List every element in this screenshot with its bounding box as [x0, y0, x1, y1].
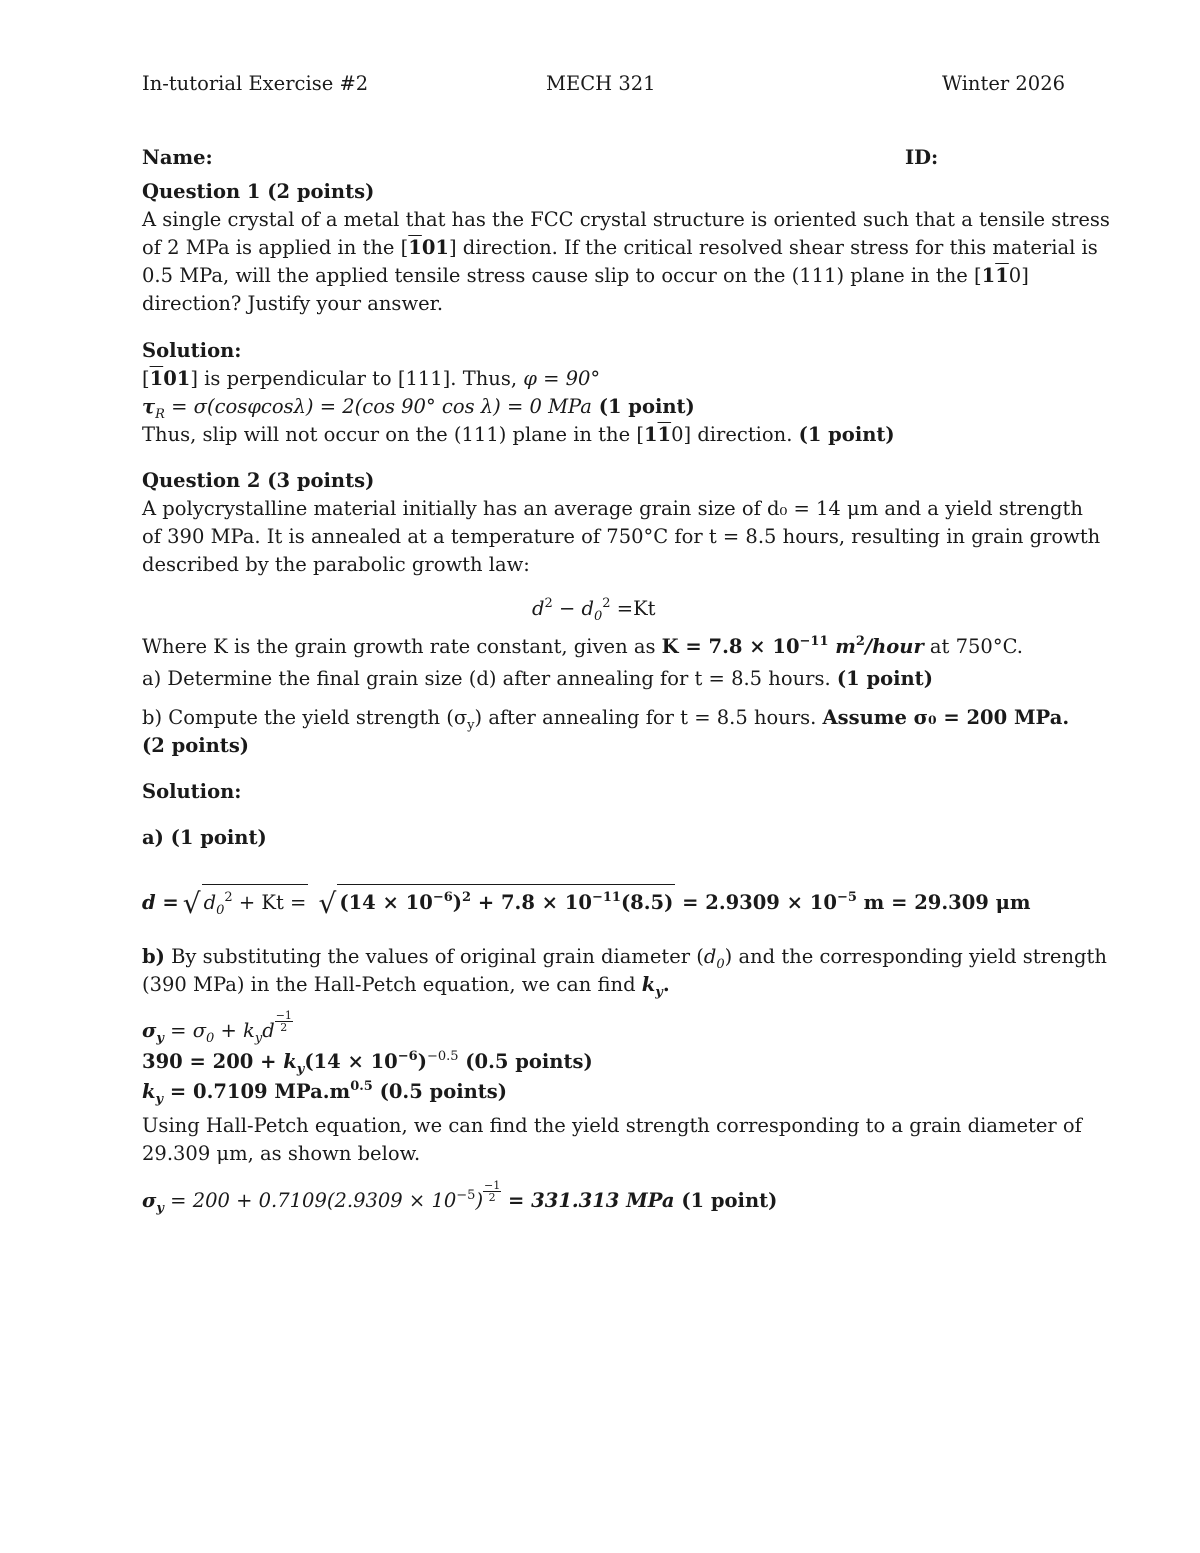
hall-petch-equation: $\sigma_y = \sigma_0 + k_yd$ $\frac{-1}{2}$: [142, 1009, 292, 1046]
s2-ky-result: $k_y = 0.7109$ $MPa.m^{0.5}$ (0.5 points): [142, 1079, 507, 1107]
q2-text-line-1: A polycrystalline material initially has an average grain size of d₀ = 14 μm and a yield strength: [142, 497, 1083, 520]
s2-final-equation: $\sigma_y = 200 + 0.7109(2.9309 \times 10^{-5})$ $\frac{-1}{2}$ = 331.313 MPa (1 point): [142, 1179, 778, 1216]
q2-k-line: Where K is the grain growth rate constant, given as $K = 7.8 \times 10^{-11}$ $m^2$/hour at 750°C.: [142, 634, 1023, 658]
q1-text-line-3: 0.5 MPa, will the applied tensile stress cause slip to occur on the (111) plane in the [110]: [142, 264, 1029, 287]
s1-line-1: [101] is perpendicular to [111]. Thus, φ = 90°: [142, 367, 601, 390]
q2-title: Question 2 (3 points): [142, 469, 375, 492]
header-course: MECH 321: [546, 72, 656, 95]
s1-line-3: Thus, slip will not occur on the (111) plane in the [110] direction. (1 point): [142, 423, 895, 446]
s2-390-equation: $390 = 200 + k_y(14 \times 10^{-6})^{-0.5}$ (0.5 points): [142, 1049, 593, 1077]
q2-part-a: a) Determine the final grain size (d) after annealing for t = 8.5 hours. (1 point): [142, 667, 933, 690]
q2-text-line-2: of 390 MPa. It is annealed at a temperature of 750°C for t = 8.5 hours, resulting in grain growth: [142, 525, 1101, 548]
s2-title: Solution:: [142, 780, 242, 803]
s1-line-2-equation: $\tau_R = \sigma(\cos\varphi\cos\lambda) = 2(\cos$ 90° cos λ) = 0 MPa (1 point): [142, 395, 695, 422]
q1-title: Question 1 (2 points): [142, 180, 375, 203]
s1-title: Solution:: [142, 339, 242, 362]
q1-text-line-4: direction? Justify your answer.: [142, 292, 444, 315]
header-term: Winter 2026: [942, 72, 1066, 95]
q2-text-line-3: described by the parabolic growth law:: [142, 553, 530, 576]
s2-part-b-line-2: (390 MPa) in the Hall-Petch equation, we can find $k_y$.: [142, 973, 670, 1000]
q1-text-line-2: of 2 MPa is applied in the [101] direction. If the critical resolved shear stress for this material is: [142, 236, 1098, 259]
s2-part-b-line-1: b) By substituting the values of original grain diameter $(d_0)$ and the corresponding yield strength: [142, 945, 1107, 972]
header-left: In-tutorial Exercise #2: [142, 72, 369, 95]
id-label: ID:: [905, 146, 939, 169]
q2-part-b: b) Compute the yield strength $(\sigma_y)$ after annealing for t = 8.5 hours. Assume σ₀ = 200 MPa.: [142, 706, 1070, 733]
q2-part-b-points: (2 points): [142, 734, 250, 757]
q1-text-line-1: A single crystal of a metal that has the FCC crystal structure is oriented such that a tensile stress: [142, 208, 1110, 231]
s2-part-a-equation: d = √ $d_0^2 + Kt$ = √ $(14 \times 10^{-6})^2 + 7.8 \times 10^{-11}(8.5) = 2.9309 \times 10^{-5}$ m = 29.309 μm: [142, 882, 1031, 924]
s2-using-line-1: Using Hall-Petch equation, we can find the yield strength corresponding to a grain diameter of: [142, 1114, 1082, 1137]
name-label: Name:: [142, 146, 213, 169]
s2-part-a-label: a) (1 point): [142, 826, 267, 849]
s2-using-line-2: 29.309 μm, as shown below.: [142, 1142, 421, 1165]
q2-growth-law-equation: $d^2 - d_0^2 =Kt$: [532, 596, 656, 624]
